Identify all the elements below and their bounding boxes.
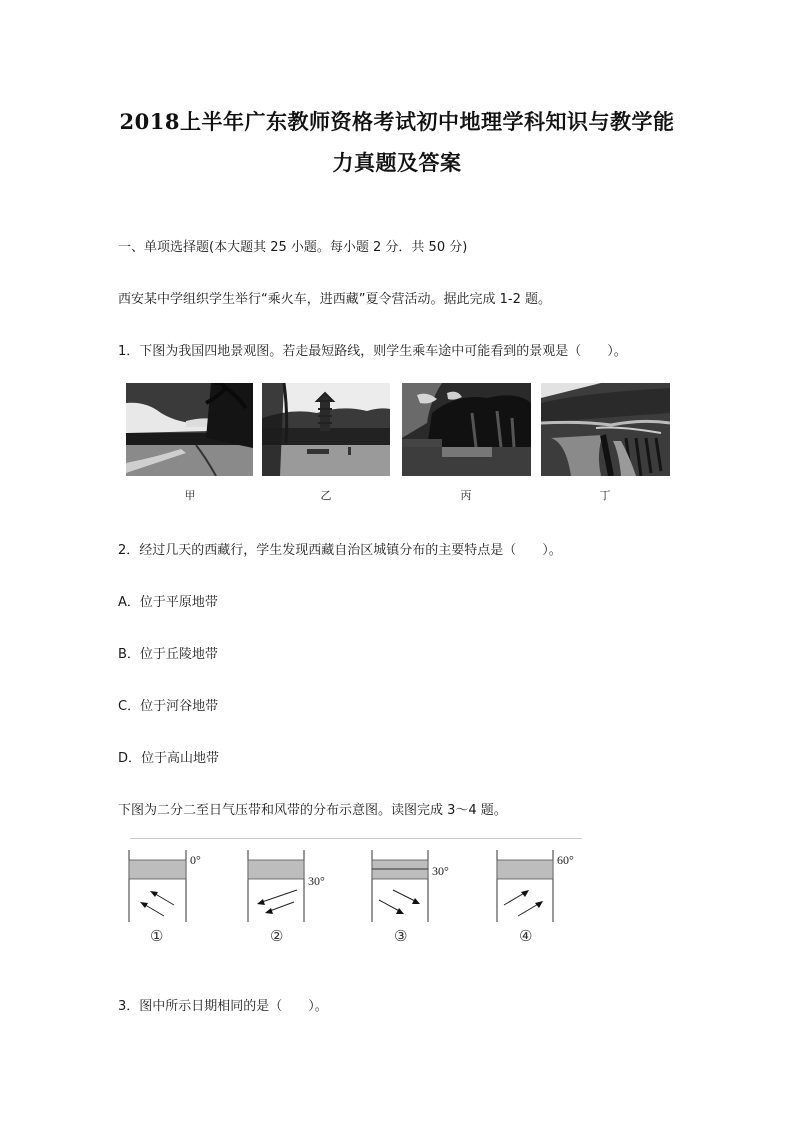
photo-ding-loess-plateau — [541, 383, 670, 476]
photo-caption-jia: 甲 — [184, 489, 196, 502]
section-heading: 一、单项选择题(本大题其 25 小题。每小题 2 分．共 50 分) — [118, 240, 468, 255]
question-3-text: 3．图中所示日期相同的是（ ）。 — [118, 999, 328, 1014]
figure-top-rule — [130, 838, 582, 839]
question-2-option-d: D．位于高山地带 — [118, 751, 220, 766]
wind-panel-2 — [247, 850, 307, 922]
wind-panel-1-latitude: 0° — [190, 853, 201, 867]
document-title-line-1: 2018上半年广东教师资格考试初中地理学科知识与教学能 — [119, 109, 675, 134]
wind-panel-1 — [128, 850, 188, 922]
photo-bing-karst-river — [402, 383, 531, 476]
question-2-option-c: C．位于河谷地带 — [118, 699, 219, 714]
question-1-text: 1．下图为我国四地景观图。若走最短路线，则学生乘车途中可能看到的景观是（ ）。 — [118, 344, 627, 359]
photo-caption-yi: 乙 — [320, 489, 332, 502]
question-2-text: 2．经过几天的西藏行，学生发现西藏自治区城镇分布的主要特点是（ ）。 — [118, 543, 562, 558]
wind-panel-3 — [371, 850, 431, 922]
photo-caption-ding: 丁 — [599, 489, 611, 502]
wind-panel-4-label: ④ — [519, 927, 533, 945]
wind-panel-2-label: ② — [270, 927, 284, 945]
wind-panel-1-label: ① — [150, 927, 164, 945]
intro-questions-3-4: 下图为二分二至日气压带和风带的分布示意图。读图完成 3～4 题。 — [118, 803, 507, 818]
question-2-option-b: B．位于丘陵地带 — [118, 647, 218, 662]
wind-panel-3-label: ③ — [394, 927, 408, 945]
intro-questions-1-2: 西安某中学组织学生举行“乘火车，进西藏”夏令营活动。据此完成 1-2 题。 — [118, 292, 551, 307]
wind-panel-3-latitude: 30° — [432, 864, 449, 878]
document-title-line-2: 力真题及答案 — [332, 150, 462, 175]
photo-yi-lake-pagoda — [262, 383, 390, 476]
photo-jia-beach — [126, 383, 253, 476]
wind-panel-4 — [496, 850, 556, 922]
wind-panel-4-latitude: 60° — [557, 853, 574, 867]
question-2-option-a: A．位于平原地带 — [118, 595, 218, 610]
photo-caption-bing: 丙 — [460, 489, 472, 502]
wind-panel-2-latitude: 30° — [308, 874, 325, 888]
